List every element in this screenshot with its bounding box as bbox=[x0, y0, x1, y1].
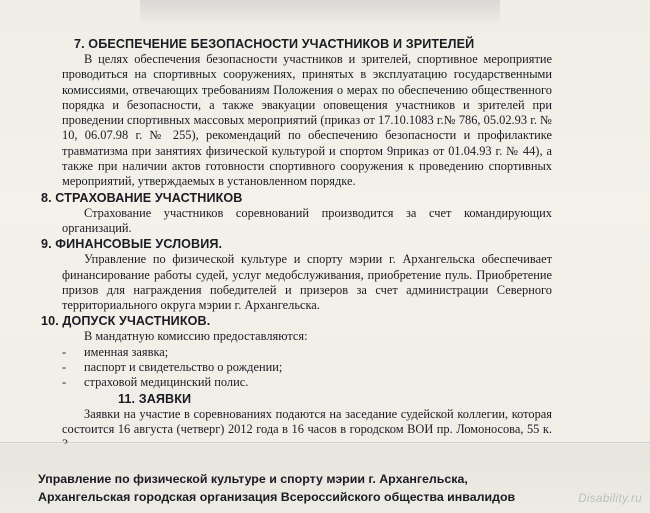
list-item-text: страховой медицинский полис. bbox=[84, 375, 249, 390]
section-8-heading: 8. СТРАХОВАНИЕ УЧАСТНИКОВ bbox=[41, 190, 243, 205]
section-9-heading: 9. ФИНАНСОВЫЕ УСЛОВИЯ. bbox=[41, 237, 223, 252]
section-9-body: Управление по физической культуре и спорту мэрии г. Архангельска обеспечивает финансирование работы судей, услуг медобслуживания, приобретение пуль. Приобретение призов для награждения победителей и призеров за счет администрации Северного территориального округа мэрии г. Архангельска. bbox=[62, 252, 552, 313]
bleed-through-header bbox=[140, 0, 500, 26]
required-documents-list bbox=[62, 345, 552, 391]
section-11-heading: 11. ЗАЯВКИ bbox=[118, 391, 192, 406]
section-11-body: Заявки на участие в соревнованиях подаются на заседание судейской коллегии, которая состоится 16 августа (четверг) 2012 года в 16 часов в городском ВОИ пр. Ломоносова, 55 к. bbox=[62, 406, 552, 436]
list-item bbox=[62, 345, 552, 360]
footer-line-1: Управление по физической культуре и спорту мэрии г. Архангельска, bbox=[38, 472, 468, 486]
list-item bbox=[62, 375, 552, 390]
signature-block bbox=[38, 470, 598, 506]
list-item-text: именная заявка; bbox=[84, 344, 169, 359]
list-bullet: - bbox=[62, 344, 67, 359]
footer-line-2: Архангельская городская организация Всероссийского общества инвалидов bbox=[38, 490, 516, 504]
section-7-body: В целях обеспечения безопасности участников и зрителей, спортивное мероприятие проводиться на спортивных сооружениях, принятых в эксплуатацию государственными комиссиями, отвечающих требованиям Положения о мерах по обеспечению общественного порядка и безопасности, а также эвакуации оповещения участников и зрителей при проведении спортивных массовых мероприятий (приказ от 17.10.1083 г.№ 786, 05.02.93 г. № 10, 06.07.98 г. № 255), рекомендаций по обеспечению безопасности и профилактике травматизма при занятиях физической культурой и спортом 9приказ от 01.04.93 г. № 44), а также при наличии актов готовности спортивного сооружения к проведению спортивных мероприятий, утверждаемых в установленном порядке. bbox=[62, 52, 552, 189]
list-item-text: паспорт и свидетельство о рождении; bbox=[84, 360, 283, 375]
site-watermark: Disability.ru bbox=[578, 493, 642, 505]
list-bullet: - bbox=[62, 360, 67, 375]
section-10-heading: 10. ДОПУСК УЧАСТНИКОВ. bbox=[41, 314, 211, 329]
section-8-body: Страхование участников соревнований производится за счет командирующих организаций. bbox=[62, 205, 552, 235]
section-10-intro: В мандатную комиссию предоставляются: bbox=[84, 329, 308, 344]
section-7-heading: 7. ОБЕСПЕЧЕНИЕ БЕЗОПАСНОСТИ УЧАСТНИКОВ И ЗРИТЕЛЕЙ bbox=[74, 37, 475, 51]
list-bullet: - bbox=[62, 375, 67, 390]
list-item bbox=[62, 360, 552, 375]
document-body bbox=[41, 36, 552, 453]
